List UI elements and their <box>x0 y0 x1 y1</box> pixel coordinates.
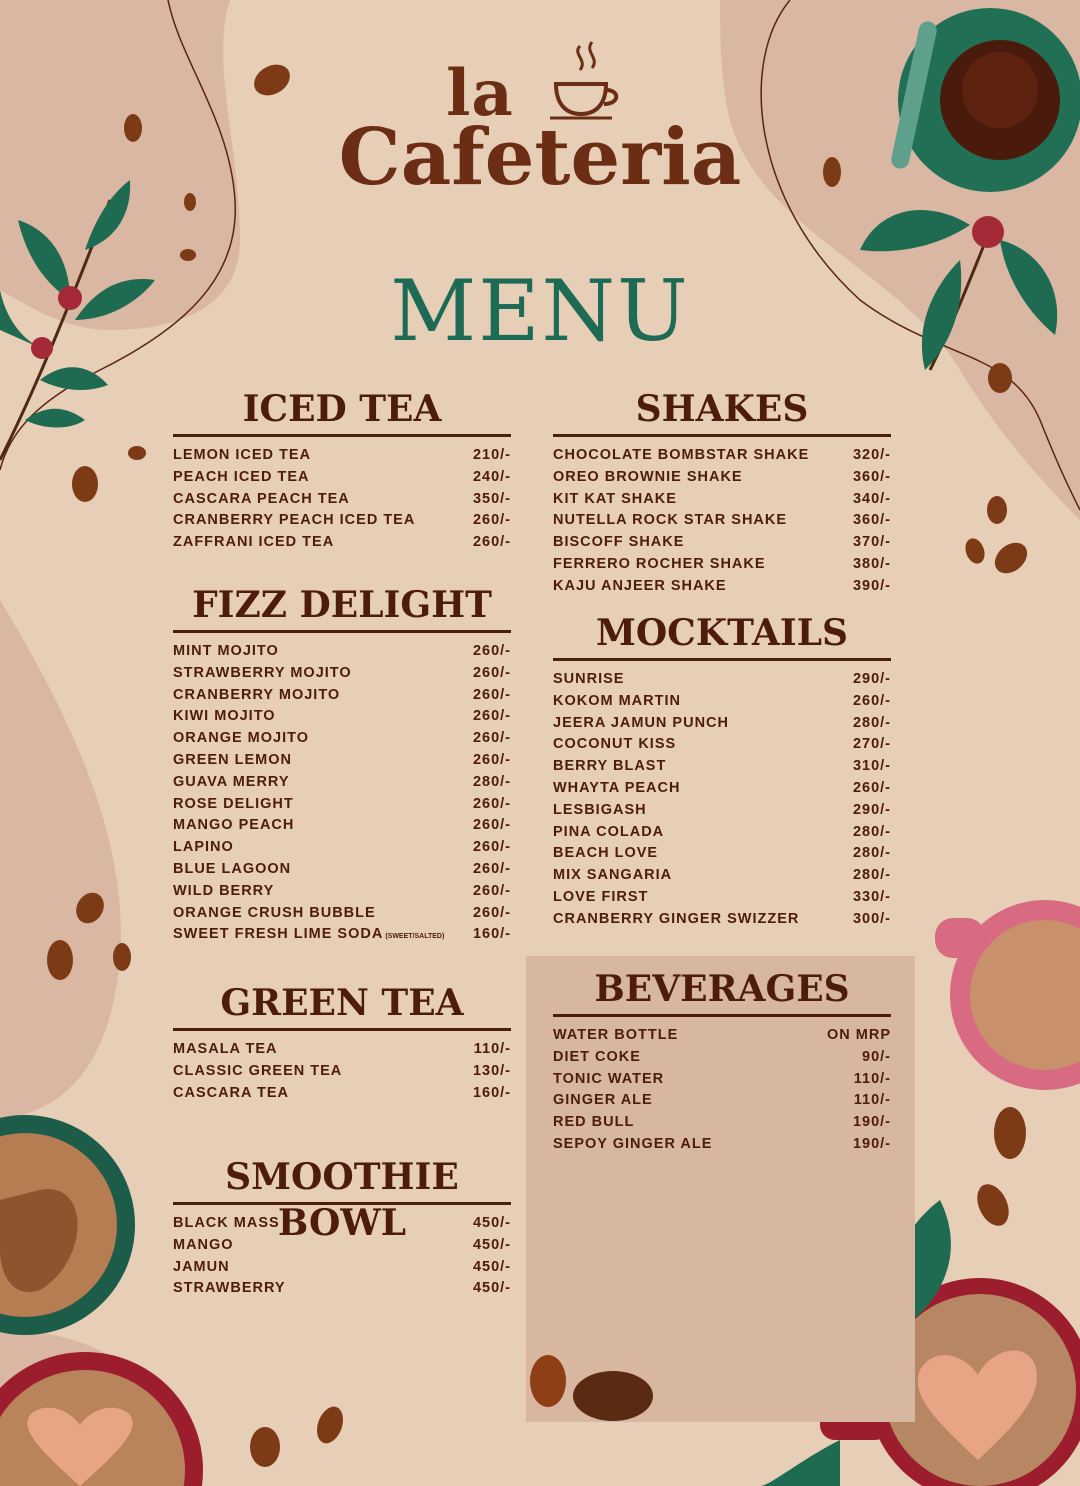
menu-item <box>553 491 891 513</box>
menu-title: MENU <box>390 262 690 360</box>
menu-item-price: 240/- <box>472 468 511 485</box>
section-beverages <box>553 966 891 1158</box>
menu-item <box>553 758 891 780</box>
menu-item-price: 360/- <box>852 512 891 529</box>
menu-item-price: 260/- <box>472 534 511 551</box>
menu-item <box>173 817 511 839</box>
menu-item-name: BLACK MASS <box>173 1215 280 1231</box>
menu-item-name: KIT KAT SHAKE <box>553 490 677 507</box>
menu-item-name: WATER BOTTLE <box>553 1027 679 1043</box>
menu-item-label <box>553 447 809 463</box>
menu-item-name: STRAWBERRY <box>173 1280 286 1297</box>
menu-item-price: 260/- <box>852 692 891 709</box>
logo-text-la: la <box>446 56 514 131</box>
menu-item-price: 280/- <box>852 845 891 862</box>
menu-item-name: KOKOM MARTIN <box>553 692 681 709</box>
menu-item-name: PINA COLADA <box>553 823 665 840</box>
menu-item-label <box>173 447 311 463</box>
menu-item <box>553 802 891 824</box>
menu-item-label <box>553 1136 712 1152</box>
section-mocktails <box>553 610 891 933</box>
menu-item-name: COCONUT KISS <box>553 736 677 753</box>
menu-item-label <box>553 512 787 528</box>
section-iced-tea <box>173 386 511 556</box>
menu-item-name: BLUE LAGOON <box>173 860 292 877</box>
menu-item-name: DIET COKE <box>553 1048 641 1065</box>
menu-item-name: TONIC WATER <box>553 1070 665 1087</box>
menu-item-name: LOVE FIRST <box>553 888 649 905</box>
menu-item-label <box>553 845 658 861</box>
menu-item-name: ORANGE CRUSH BUBBLE <box>173 904 376 921</box>
menu-item-label <box>553 578 727 594</box>
menu-item-label <box>173 861 291 877</box>
menu-item-price: 160/- <box>472 926 511 943</box>
menu-item-price: 260/- <box>472 751 511 768</box>
menu-item-name: MIX SANGARIA <box>553 867 673 884</box>
menu-item <box>553 889 891 911</box>
menu-item-label <box>173 883 274 899</box>
menu-item-name: MANGO PEACH <box>173 817 295 834</box>
menu-item <box>553 1049 891 1071</box>
menu-item-name: BISCOFF SHAKE <box>553 534 685 551</box>
menu-item-label <box>173 708 276 724</box>
menu-item-name: PEACH ICED TEA <box>173 468 310 485</box>
menu-item <box>173 643 511 665</box>
menu-item-price: 110/- <box>853 1070 891 1087</box>
menu-item-price: 260/- <box>472 882 511 899</box>
menu-item-label <box>553 715 729 731</box>
menu-item-label <box>173 469 309 485</box>
menu-item-price: 260/- <box>472 512 511 529</box>
menu-item-name: CLASSIC GREEN TEA <box>173 1062 343 1079</box>
menu-item-name: CASCARA TEA <box>173 1084 289 1101</box>
menu-item-label <box>553 671 624 687</box>
section-fizz-delight <box>173 582 511 948</box>
menu-item-name: CHOCOLATE BOMBSTAR SHAKE <box>553 447 810 463</box>
menu-item-name: WILD BERRY <box>173 882 275 899</box>
menu-item-price: 370/- <box>852 534 891 551</box>
menu-item-name: CRANBERRY MOJITO <box>173 686 341 703</box>
menu-item-name: MASALA TEA <box>173 1041 278 1057</box>
menu-item-label <box>173 665 352 681</box>
menu-item-label <box>173 687 340 703</box>
menu-item <box>553 469 891 491</box>
menu-item <box>173 1041 511 1063</box>
section-title: SMOOTHIE BOWL <box>225 1156 459 1244</box>
menu-item <box>173 883 511 905</box>
menu-item <box>173 1280 511 1302</box>
menu-item <box>173 752 511 774</box>
menu-item-label <box>553 824 664 840</box>
menu-item-label <box>173 534 334 550</box>
menu-item-price: 260/- <box>472 860 511 877</box>
section-divider <box>173 630 511 633</box>
menu-item-name: MANGO <box>173 1236 234 1253</box>
menu-item-name: NUTELLA ROCK STAR SHAKE <box>553 512 788 529</box>
menu-item-price: 280/- <box>852 714 891 731</box>
menu-item <box>553 556 891 578</box>
menu-item-price: 340/- <box>852 490 891 507</box>
menu-item-name: SEPOY GINGER ALE <box>553 1135 713 1152</box>
menu-item-price: 110/- <box>853 1092 891 1109</box>
menu-item <box>173 447 511 469</box>
menu-item-price: 130/- <box>472 1062 511 1079</box>
menu-item-price: 320/- <box>852 447 891 463</box>
menu-item-price: 290/- <box>852 801 891 818</box>
menu-item-label <box>173 1063 342 1079</box>
menu-item-label <box>173 1237 234 1253</box>
menu-item <box>173 774 511 796</box>
menu-item-label <box>173 512 415 528</box>
menu-item <box>553 867 891 889</box>
section-title: BEVERAGES <box>594 968 850 1010</box>
section-title: ICED TEA <box>242 388 442 430</box>
menu-item <box>553 1114 891 1136</box>
menu-item-label <box>553 736 676 752</box>
menu-item-label <box>173 752 292 768</box>
menu-item <box>553 534 891 556</box>
menu-item-price: 260/- <box>472 708 511 725</box>
menu-item-label <box>553 911 799 927</box>
menu-item-price: 110/- <box>473 1041 511 1057</box>
menu-item-note: (SWEET/SALTED) <box>385 933 445 941</box>
latte-cup-icon <box>0 1352 203 1486</box>
section-divider <box>553 1014 891 1017</box>
menu-item-label <box>173 817 294 833</box>
menu-item-name: BERRY BLAST <box>553 758 667 775</box>
menu-item-price: 450/- <box>472 1258 511 1275</box>
menu-item-name: LAPINO <box>173 839 234 856</box>
menu-item-label <box>173 1215 280 1231</box>
menu-item-name: KIWI MOJITO <box>173 708 276 725</box>
menu-item-label <box>553 780 680 796</box>
menu-item-name: ZAFFRANI ICED TEA <box>173 534 335 551</box>
section-divider <box>553 658 891 661</box>
menu-item-price: 280/- <box>852 823 891 840</box>
menu-item-label <box>173 905 376 921</box>
menu-item-name: ROSE DELIGHT <box>173 795 294 812</box>
menu-item-label <box>173 491 350 507</box>
section-divider <box>553 434 891 437</box>
menu-item <box>553 1071 891 1093</box>
menu-item-name: SUNRISE <box>553 671 625 687</box>
menu-item <box>553 1092 891 1114</box>
menu-item <box>173 512 511 534</box>
menu-item-label <box>173 1085 289 1101</box>
menu-item-price: 390/- <box>852 577 891 594</box>
menu-item-price: 380/- <box>852 555 891 572</box>
menu-item-label <box>553 534 684 550</box>
menu-item <box>173 665 511 687</box>
menu-item-name: WHAYTA PEACH <box>553 779 681 796</box>
menu-item <box>553 447 891 469</box>
menu-item <box>553 736 891 758</box>
menu-item <box>173 861 511 883</box>
menu-item-name: GUAVA MERRY <box>173 773 290 790</box>
menu-item-price: 190/- <box>852 1135 891 1152</box>
menu-item-name: FERRERO ROCHER SHAKE <box>553 555 766 572</box>
menu-item-name: LESBIGASH <box>553 801 647 818</box>
menu-item <box>553 911 891 933</box>
menu-item-price: 330/- <box>852 888 891 905</box>
menu-item-name: CRANBERRY GINGER SWIZZER <box>553 910 800 927</box>
menu-item-price: 260/- <box>472 664 511 681</box>
menu-item-price: 260/- <box>472 839 511 856</box>
menu-item-name: KAJU ANJEER SHAKE <box>553 577 727 594</box>
menu-item-label <box>173 774 290 790</box>
menu-item-price: 280/- <box>852 867 891 884</box>
menu-item-name: MINT MOJITO <box>173 643 279 659</box>
menu-item-price: 260/- <box>472 817 511 834</box>
menu-item <box>553 780 891 802</box>
menu-item-name: SWEET FRESH LIME SODA <box>173 926 384 943</box>
section-divider <box>173 1028 511 1031</box>
menu-item-label <box>173 730 309 746</box>
menu-item-label <box>173 926 444 942</box>
section-smoothie-bowl <box>173 1154 511 1302</box>
menu-item <box>553 1136 891 1158</box>
menu-item-price: 260/- <box>472 730 511 747</box>
menu-item-price: 260/- <box>472 643 511 659</box>
menu-item-name: LEMON ICED TEA <box>173 447 312 463</box>
menu-item <box>553 715 891 737</box>
menu-item-price: 90/- <box>862 1048 891 1065</box>
menu-item <box>173 687 511 709</box>
menu-item-price: 450/- <box>472 1215 511 1231</box>
menu-item <box>553 845 891 867</box>
menu-item-price: 160/- <box>472 1084 511 1101</box>
menu-item-name: GINGER ALE <box>553 1092 653 1109</box>
menu-item-name: GREEN LEMON <box>173 751 292 768</box>
menu-item-price: 260/- <box>852 779 891 796</box>
menu-item-label <box>173 1041 278 1057</box>
menu-item <box>173 469 511 491</box>
latte-cup-icon <box>935 900 1080 1090</box>
menu-item-price: ON MRP <box>827 1027 891 1043</box>
menu-item-name: JEERA JAMUN PUNCH <box>553 714 729 731</box>
menu-item-label <box>553 491 677 507</box>
menu-item <box>173 1259 511 1281</box>
menu-item <box>173 1063 511 1085</box>
section-title: MOCKTAILS <box>595 612 849 654</box>
menu-item-price: 260/- <box>472 795 511 812</box>
menu-item-label <box>553 1092 653 1108</box>
menu-item <box>173 1085 511 1107</box>
menu-item-name: CRANBERRY PEACH ICED TEA <box>173 512 416 529</box>
menu-item <box>173 926 511 948</box>
menu-item-price: 260/- <box>472 686 511 703</box>
menu-item-label <box>173 796 294 812</box>
section-title: SHAKES <box>635 388 809 430</box>
menu-item-price: 310/- <box>852 758 891 775</box>
menu-item-name: JAMUN <box>173 1258 230 1275</box>
menu-item <box>173 708 511 730</box>
menu-item-label <box>173 1280 286 1296</box>
menu-item <box>553 693 891 715</box>
menu-item-price: 260/- <box>472 904 511 921</box>
menu-item-price: 190/- <box>852 1114 891 1131</box>
section-title: FIZZ DELIGHT <box>192 584 492 626</box>
menu-item-name: CASCARA PEACH TEA <box>173 490 350 507</box>
menu-item <box>173 491 511 513</box>
menu-item <box>553 578 891 600</box>
menu-item-name: ORANGE MOJITO <box>173 730 309 747</box>
menu-item <box>173 839 511 861</box>
menu-item-price: 280/- <box>472 773 511 790</box>
menu-item-name: BEACH LOVE <box>553 845 659 862</box>
section-shakes <box>553 386 891 600</box>
menu-item-price: 360/- <box>852 468 891 485</box>
section-title: GREEN TEA <box>220 982 464 1024</box>
menu-item-label <box>553 802 647 818</box>
menu-item-price: 210/- <box>472 447 511 463</box>
menu-item-label <box>553 1027 678 1043</box>
menu-item <box>173 796 511 818</box>
menu-item <box>553 1027 891 1049</box>
section-green-tea <box>173 980 511 1106</box>
menu-item-label <box>553 469 743 485</box>
menu-item-price: 300/- <box>852 910 891 927</box>
menu-item <box>553 671 891 693</box>
menu-item-label <box>553 867 672 883</box>
menu-item <box>553 824 891 846</box>
section-divider <box>173 434 511 437</box>
menu-item-label <box>553 889 648 905</box>
menu-item <box>173 905 511 927</box>
menu-item-label <box>553 693 681 709</box>
menu-item-label <box>553 556 766 572</box>
menu-item-name: OREO BROWNIE SHAKE <box>553 468 743 485</box>
menu-item-price: 270/- <box>852 736 891 753</box>
menu-item-name: RED BULL <box>553 1114 635 1131</box>
menu-item-label <box>173 839 234 855</box>
menu-item <box>173 730 511 752</box>
logo-text-main: Cafeteria <box>338 112 742 203</box>
menu-item-price: 290/- <box>852 671 891 687</box>
menu-item-price: 350/- <box>472 490 511 507</box>
menu-item-label <box>173 643 279 659</box>
menu-item-price: 450/- <box>472 1280 511 1297</box>
latte-cup-icon <box>0 1115 135 1335</box>
menu-item-price: 450/- <box>472 1236 511 1253</box>
menu-item <box>173 534 511 556</box>
menu-item-label <box>553 1049 641 1065</box>
menu-item-label <box>553 1114 634 1130</box>
menu-item <box>553 512 891 534</box>
menu-item-label <box>173 1259 230 1275</box>
menu-item-name: STRAWBERRY MOJITO <box>173 664 352 681</box>
menu-item-label <box>553 758 666 774</box>
menu-item-label <box>553 1071 664 1087</box>
